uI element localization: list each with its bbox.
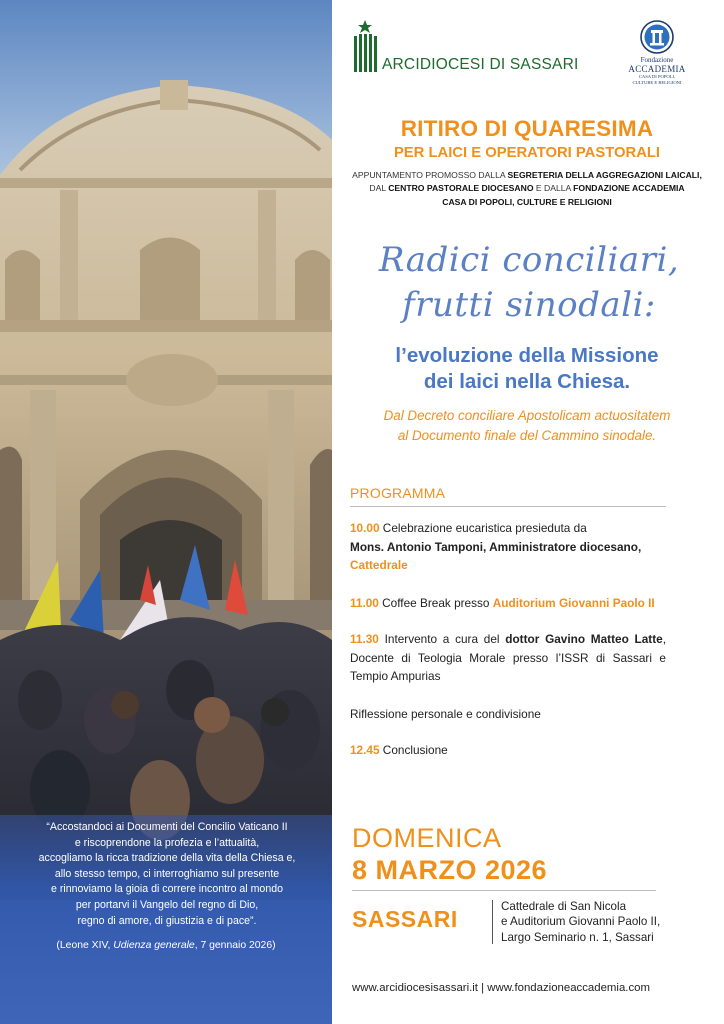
program-text: Coffee Break presso [378, 596, 493, 610]
website-links[interactable]: www.arcidiocesisassari.it | www.fondazioneaccademia.com [352, 982, 650, 994]
promoters-text [340, 169, 714, 209]
promo-bold: FONDAZIONE ACCADEMIA [573, 183, 685, 194]
program-text: Intervento a cura del [378, 632, 506, 646]
program-text: Riflessione personale e condivisione [350, 707, 541, 721]
program-time: 12.45 [350, 743, 380, 757]
subtitle-line: l’evoluzione della Missione [395, 344, 659, 367]
program-text: Celebrazione eucaristica presieduta da [379, 521, 587, 535]
program-divider [350, 506, 666, 507]
description-line: Dal Decreto conciliare Apostolicam actuositatem [383, 408, 671, 423]
program-place: Cattedrale [350, 558, 408, 572]
quote-line: e riscoprendone la profezia e l’attualità, [74, 836, 260, 849]
partner-line: CULTURE E RELIGIONI [632, 79, 682, 85]
program-time: 10.00 [350, 521, 380, 535]
theme-description [340, 406, 714, 446]
quote-source [10, 940, 322, 951]
program-text: , Docente di Teologia Morale presso l’ISSR di Sassari e Tempio Ampurias [350, 632, 666, 683]
promo-text: E DALLA [533, 183, 574, 194]
program-item [350, 594, 666, 613]
partner-name: ACCADEMIA [628, 64, 686, 74]
accademia-logo [622, 20, 692, 92]
diocese-emblem-icon [352, 20, 378, 74]
event-date: 8 MARZO 2026 [352, 855, 548, 885]
event-title: RITIRO DI QUARESIMA [400, 116, 654, 141]
program-heading: PROGRAMMA [350, 485, 446, 501]
promo-bold: CENTRO PASTORALE DIOCESANO [388, 183, 534, 194]
quote-text [22, 820, 312, 929]
program-item [350, 741, 666, 760]
venue-separator [492, 900, 493, 944]
promo-bold: SEGRETERIA DELLA AGGREGAZIONI LAICALI, [507, 170, 702, 180]
event-city: SASSARI [352, 906, 458, 932]
quote-source-date: , 7 gennaio 2026) [194, 940, 276, 951]
diocese-logo [352, 20, 582, 78]
partner-line: CASA DI POPOLI, [638, 74, 676, 79]
program-text: Conclusione [379, 743, 448, 757]
program-item [350, 630, 666, 686]
program-presider: Mons. Antonio Tamponi, Amministratore diocesano, [350, 539, 642, 554]
theme-subtitle [340, 343, 714, 395]
subtitle-line: dei laici nella Chiesa. [423, 370, 631, 393]
promo-bold: CASA DI POPOLI, CULTURE E RELIGIONI [442, 196, 612, 207]
program-time: 11.00 [350, 596, 379, 610]
quote-line: regno di amore, di giustizia e di pace”. [77, 914, 257, 927]
date-divider [352, 890, 656, 891]
program-time: 11.30 [350, 632, 379, 646]
event-venue [501, 899, 660, 945]
promo-text: APPUNTAMENTO PROMOSSO DALLA [352, 170, 508, 180]
program-item [350, 705, 666, 724]
partner-line: Fondazione [640, 56, 674, 64]
quote-line: e rinnoviamo la gioia di correre incontro al mondo [50, 883, 283, 896]
venue-line: Cattedrale di San Nicola [501, 900, 627, 913]
accademia-emblem-icon [640, 20, 674, 54]
event-day: DOMENICA [352, 823, 502, 853]
venue-line: e Auditorium Giovanni Paolo II, [501, 915, 661, 929]
program-place: Auditorium Giovanni Paolo II [492, 596, 655, 610]
quote-line: allo stesso tempo, ci interroghiamo sul presente [54, 867, 280, 880]
quote-line: per portarvi il Vangelo del regno di Dio, [75, 898, 259, 911]
program-speaker: dottor Gavino Matteo Latte [505, 632, 663, 646]
venue-line: Largo Seminario n. 1, Sassari [501, 930, 654, 944]
quote-source-author: (Leone XIV, [56, 940, 114, 951]
quote-line: “Accostandoci ai Documenti del Concilio Vaticano II [46, 821, 288, 833]
theme-line-1: Radici conciliari, [378, 240, 680, 280]
promo-text: DAL [369, 183, 389, 194]
quote-source-work: Udienza generale [113, 940, 195, 951]
description-line: al Documento finale del Cammino sinodale. [397, 428, 657, 443]
diocese-name: ARCIDIOCESI DI SASSARI [382, 56, 579, 73]
quote-line: accogliamo la ricca tradizione della vita della Chiesa e, [38, 852, 296, 865]
theme-line-2: frutti sinodali: [402, 285, 656, 325]
program-item [350, 519, 666, 575]
event-subtitle: PER LAICI E OPERATORI PASTORALI [393, 145, 661, 161]
